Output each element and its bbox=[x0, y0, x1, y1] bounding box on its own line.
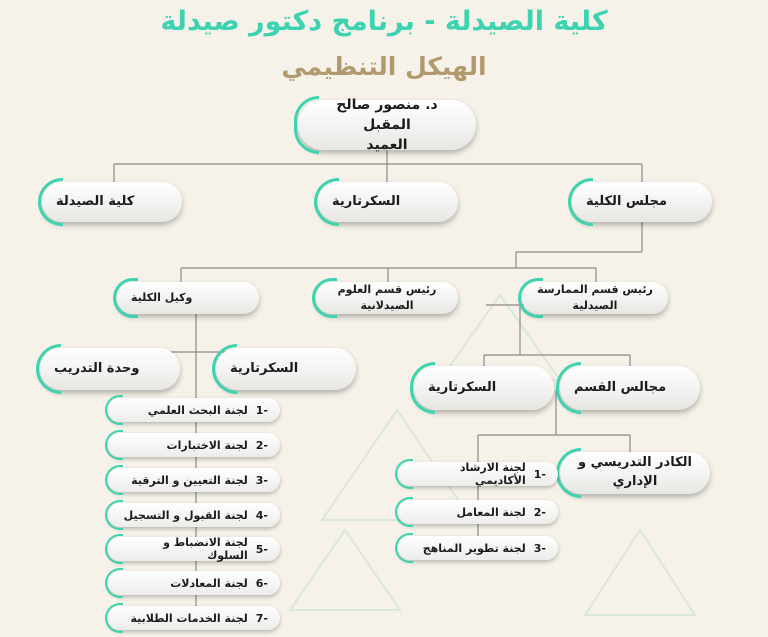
committee-right-1: -1 لجنة الارشاد الأكاديمي bbox=[398, 462, 558, 486]
secretariat-top-box: السكرتارية bbox=[318, 182, 458, 222]
committee-left-5: -5 لجنة الانضباط و السلوك bbox=[108, 537, 280, 561]
dept-councils-box: مجالس القسم bbox=[560, 366, 700, 410]
secretariat-dept-box: السكرتارية bbox=[414, 366, 554, 410]
committee-left-6: -6 لجنة المعادلات bbox=[108, 571, 280, 595]
committee-left-1: -1 لجنة البحث العلمي bbox=[108, 398, 280, 422]
page-title: كلية الصيدلة - برنامج دكتور صيدلة bbox=[160, 6, 608, 37]
committee-left-2: -2 لجنة الاختبارات bbox=[108, 433, 280, 457]
training-unit-box: وحدة التدريب bbox=[40, 348, 180, 390]
teaching-staff-box: الكادر التدريسي و الإداري bbox=[560, 452, 710, 494]
dean-box bbox=[298, 96, 476, 154]
faculty-council-box: مجلس الكلية bbox=[572, 182, 712, 222]
dean-title: العميد bbox=[366, 137, 408, 154]
head-pharm-sciences-box: رئيس قسم العلوم الصيدلانية bbox=[316, 282, 458, 314]
vice-dean-box: وكيل الكلية bbox=[117, 282, 259, 314]
dean-name: د. منصور صالح المقبل bbox=[336, 96, 438, 133]
head-pharm-practice-box: رئيس قسم الممارسة الصيدلية bbox=[522, 282, 668, 314]
committee-right-3: -3 لجنة تطوير المناهج bbox=[398, 536, 558, 560]
secretariat-vice-box: السكرتارية bbox=[216, 348, 356, 390]
page-subtitle: الهيكل التنظيمي bbox=[281, 52, 487, 81]
committee-right-2: -2 لجنة المعامل bbox=[398, 500, 558, 524]
committee-left-7: -7 لجنة الخدمات الطلابية bbox=[108, 606, 280, 630]
committee-left-3: -3 لجنة التعيين و الترقية bbox=[108, 468, 280, 492]
committee-left-4: -4 لجنة القبول و التسجيل bbox=[108, 503, 280, 527]
pharmacy-college-box: كلية الصيدلة bbox=[42, 182, 182, 222]
